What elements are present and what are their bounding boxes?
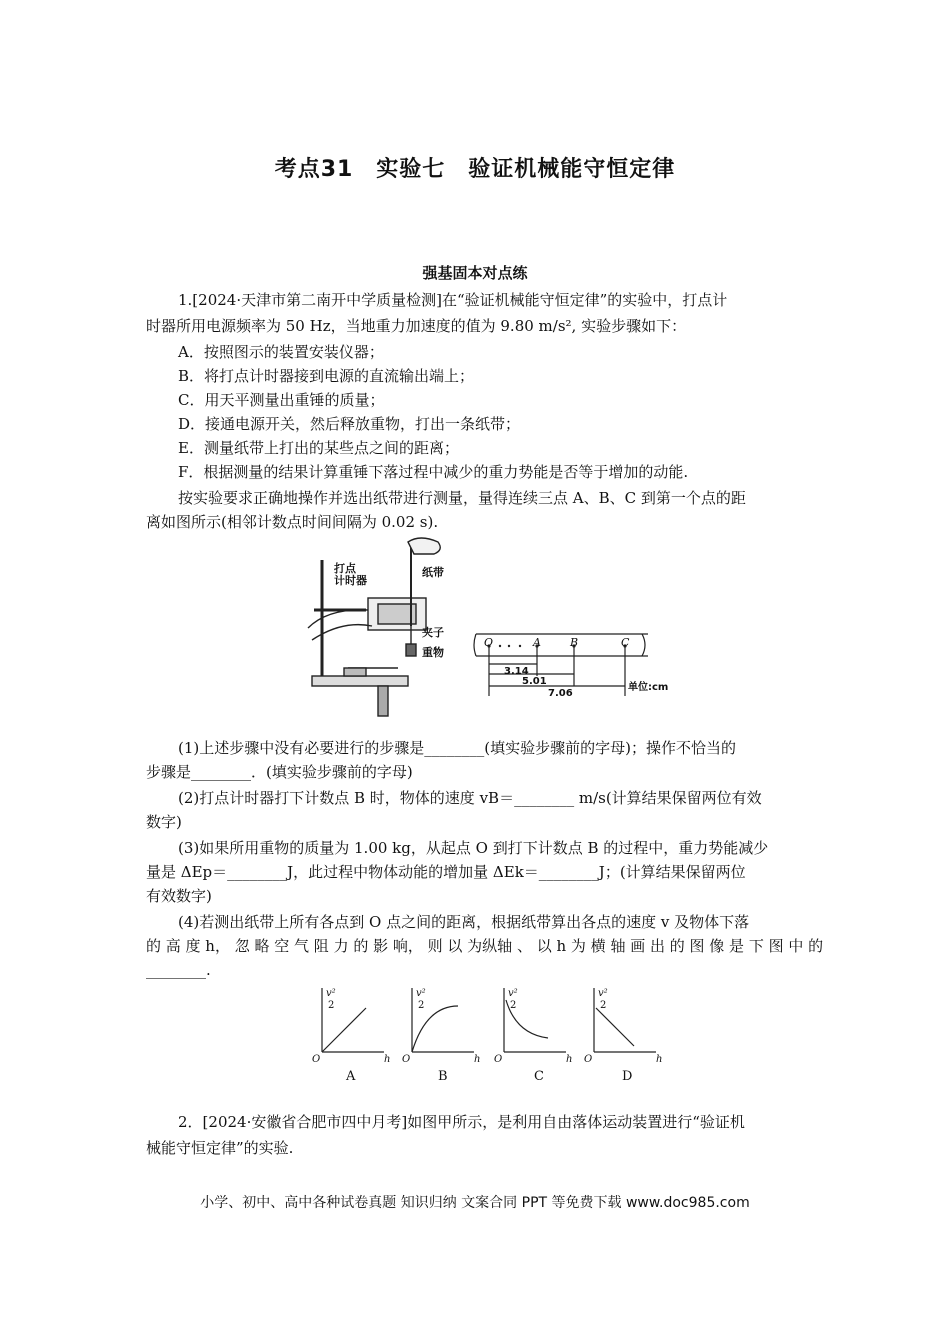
sub-3c: 有效数字) (146, 887, 212, 905)
timer-label-2: 计时器 (334, 574, 367, 587)
tape-label: 纸带 (422, 566, 444, 579)
step-d: D．接通电源开关，然后释放重物，打出一条纸带； (178, 415, 521, 433)
section-heading: 强基固本对点练 (422, 264, 528, 282)
graph-d-ylabel: v² (598, 988, 608, 999)
clip-label: 夹子 (422, 626, 444, 639)
option-graphs (308, 982, 678, 1086)
graph-d-xlabel: h (656, 1054, 663, 1065)
graph-a-ylabel: v² (326, 988, 336, 999)
sub-4a: (4)若测出纸带上所有各点到 O 点之间的距离，根据纸带算出各点的速度 v 及物体下落 (178, 913, 750, 931)
graph-a-origin: O (312, 1054, 321, 1065)
q2-line-2: 械能守恒定律”的实验. (146, 1139, 294, 1157)
graph-b-ylabel: v² (416, 988, 426, 999)
tape-point-c: C (621, 636, 630, 649)
q1-para-1: 按实验要求正确地操作并选出纸带进行测量，量得连续三点 A、B、C 到第一个点的距 (178, 489, 746, 507)
graph-c-xlabel: h (566, 1054, 573, 1065)
q1-line-2: 时器所用电源频率为 50 Hz，当地重力加速度的值为 9.80 m/s², 实验步骤如下： (146, 317, 687, 335)
graph-a-xlabel: h (384, 1054, 391, 1065)
tape-d3: 7.06 (548, 688, 573, 699)
sub-2b: 数字) (146, 813, 182, 831)
graph-d-yden: 2 (600, 1000, 607, 1011)
apparatus-figure (308, 536, 669, 722)
step-c: C．用天平测量出重锤的质量； (178, 391, 385, 409)
step-b: B．将打点计时器接到电源的直流输出端上； (178, 367, 475, 385)
q1-para-2: 离如图所示(相邻计数点时间间隔为 0.02 s). (146, 513, 439, 531)
graph-option-b: B (438, 1069, 448, 1084)
sub-2a: (2)打点计时器打下计数点 B 时，物体的速度 vB＝________ m/s(计算结果保留两位有效 (178, 789, 762, 807)
tape-point-a: A (533, 636, 541, 649)
sub-1a: (1)上述步骤中没有必要进行的步骤是________(填实验步骤前的字母)；操作不恰当的 (178, 739, 736, 757)
graph-b-xlabel: h (474, 1054, 481, 1065)
graph-c-ylabel: v² (508, 988, 518, 999)
timer-label-1: 打点 (334, 562, 356, 575)
graph-option-d: D (622, 1069, 633, 1084)
tape-d2: 5.01 (522, 676, 547, 687)
step-e: E．测量纸带上打出的某些点之间的距离； (178, 439, 459, 457)
tape-point-b: B (570, 636, 579, 649)
graph-a-yden: 2 (328, 1000, 335, 1011)
page-footer: 小学、初中、高中各种试卷真题 知识归纳 文案合同 PPT 等免费下载 www.doc985.com (200, 1195, 750, 1211)
graph-option-c: C (534, 1069, 544, 1084)
step-f: F．根据测量的结果计算重锤下落过程中减少的重力势能是否等于增加的动能. (178, 463, 689, 481)
sub-4c: ________. (146, 961, 211, 979)
tape-d1: 3.14 (504, 666, 529, 677)
tape-point-o: O (484, 636, 494, 649)
graph-c-origin: O (494, 1054, 503, 1065)
weight-label: 重物 (422, 646, 444, 659)
sub-3a: (3)如果所用重物的质量为 1.00 kg，从起点 O 到打下计数点 B 的过程中，重力势能减少 (178, 839, 769, 857)
graph-b-origin: O (402, 1054, 411, 1065)
sub-4b: 的 高 度 h， 忽 略 空 气 阻 力 的 影 响， 则 以 为纵轴 、 以 h 为 横 轴 画 出 的 图 像 是 下 图 中 的 (146, 937, 824, 955)
graph-d-origin: O (584, 1054, 593, 1065)
graph-c-yden: 2 (510, 1000, 517, 1011)
sub-3b: 量是 ΔEp＝________J，此过程中物体动能的增加量 ΔEk＝________J；(计算结果保留两位 (146, 863, 746, 881)
q1-line-1: 1.[2024·天津市第二南开中学质量检测]在“验证机械能守恒定律”的实验中，打点计 (178, 291, 728, 309)
q2-line-1: 2．[2024·安徽省合肥市四中月考]如图甲所示，是利用自由落体运动装置进行“验证机 (178, 1113, 745, 1131)
graph-option-a: A (346, 1069, 356, 1084)
step-a: A．按照图示的装置安装仪器； (178, 343, 384, 361)
graph-b-yden: 2 (418, 1000, 425, 1011)
sub-1b: 步骤是________．(填实验步骤前的字母) (146, 763, 413, 781)
page-title: 考点31 实验七 验证机械能守恒定律 (274, 157, 676, 182)
tape-unit: 单位:cm (628, 682, 669, 693)
